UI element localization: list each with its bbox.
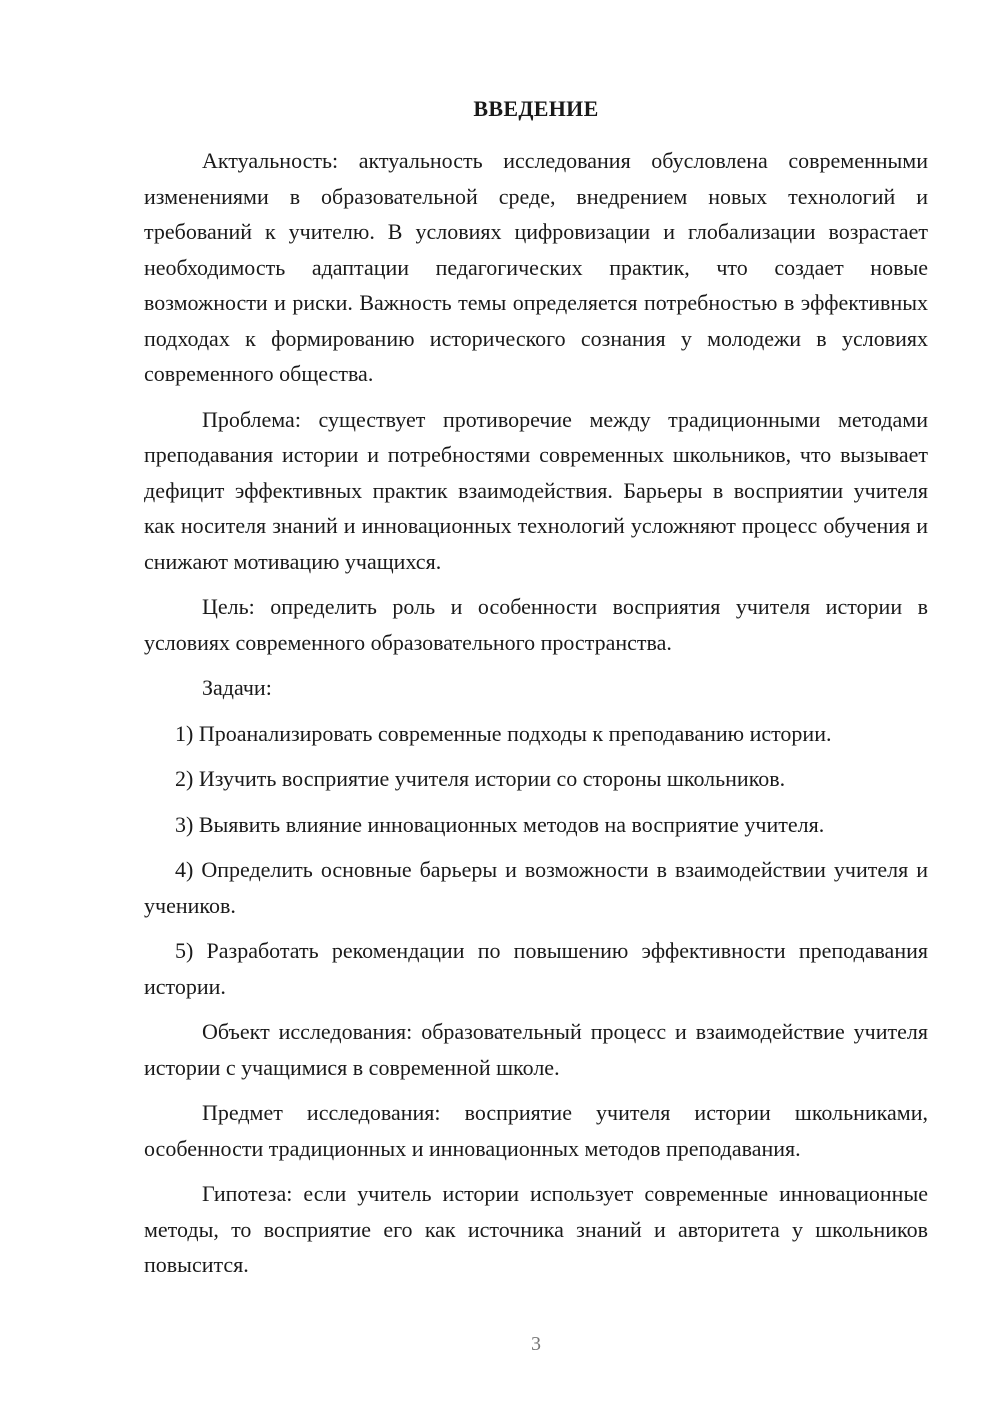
paragraph-goal: Цель: определить роль и особенности восприятия учителя истории в условиях современного образовательного пространства. xyxy=(144,594,928,655)
task-item: 3) Выявить влияние инновационных методов на восприятие учителя. xyxy=(175,811,825,837)
task-item: 5) Разработать рекомендации по повышению эффективности преподавания истории. xyxy=(144,938,928,999)
paragraph-hypothesis: Гипотеза: если учитель истории использует современные инновационные методы, то восприятие его как источника знаний и авторитета у школьников повысится. xyxy=(144,1181,928,1277)
page-number: 3 xyxy=(531,1333,541,1355)
task-item: 1) Проанализировать современные подходы к преподаванию истории. xyxy=(175,720,832,746)
paragraph-relevance: Актуальность: актуальность исследования обусловлена современными изменениями в образовательной среде, внедрением новых технологий и требований к учителю. В условиях цифровизации и глобализации возрастает необходимость адаптации педагогических практик, что создает новые возможности и риски. Важность темы определяется потребностью в эффективных подходах к формированию исторического сознания у молодежи в условиях современного общества. xyxy=(144,148,928,386)
section-heading: ВВЕДЕНИЕ xyxy=(473,96,599,121)
paragraph-subject: Предмет исследования: восприятие учителя истории школьниками, особенности традиционных и инновационных методов преподавания. xyxy=(144,1100,928,1161)
task-item: 4) Определить основные барьеры и возможности в взаимодействии учителя и учеников. xyxy=(144,857,928,918)
paragraph-object: Объект исследования: образовательный процесс и взаимодействие учителя истории с учащимися в современной школе. xyxy=(144,1019,928,1080)
task-item: 2) Изучить восприятие учителя истории со стороны школьников. xyxy=(175,766,786,791)
paragraph-problem: Проблема: существует противоречие между традиционными методами преподавания истории и потребностями современных школьников, что вызывает дефицит эффективных практик взаимодействия. Барьеры в восприятии учителя как носителя знаний и инновационных технологий усложняют процесс обучения и снижают мотивацию учащихся. xyxy=(144,406,928,574)
tasks-heading: Задачи: xyxy=(202,675,272,700)
body-text xyxy=(144,143,928,1293)
